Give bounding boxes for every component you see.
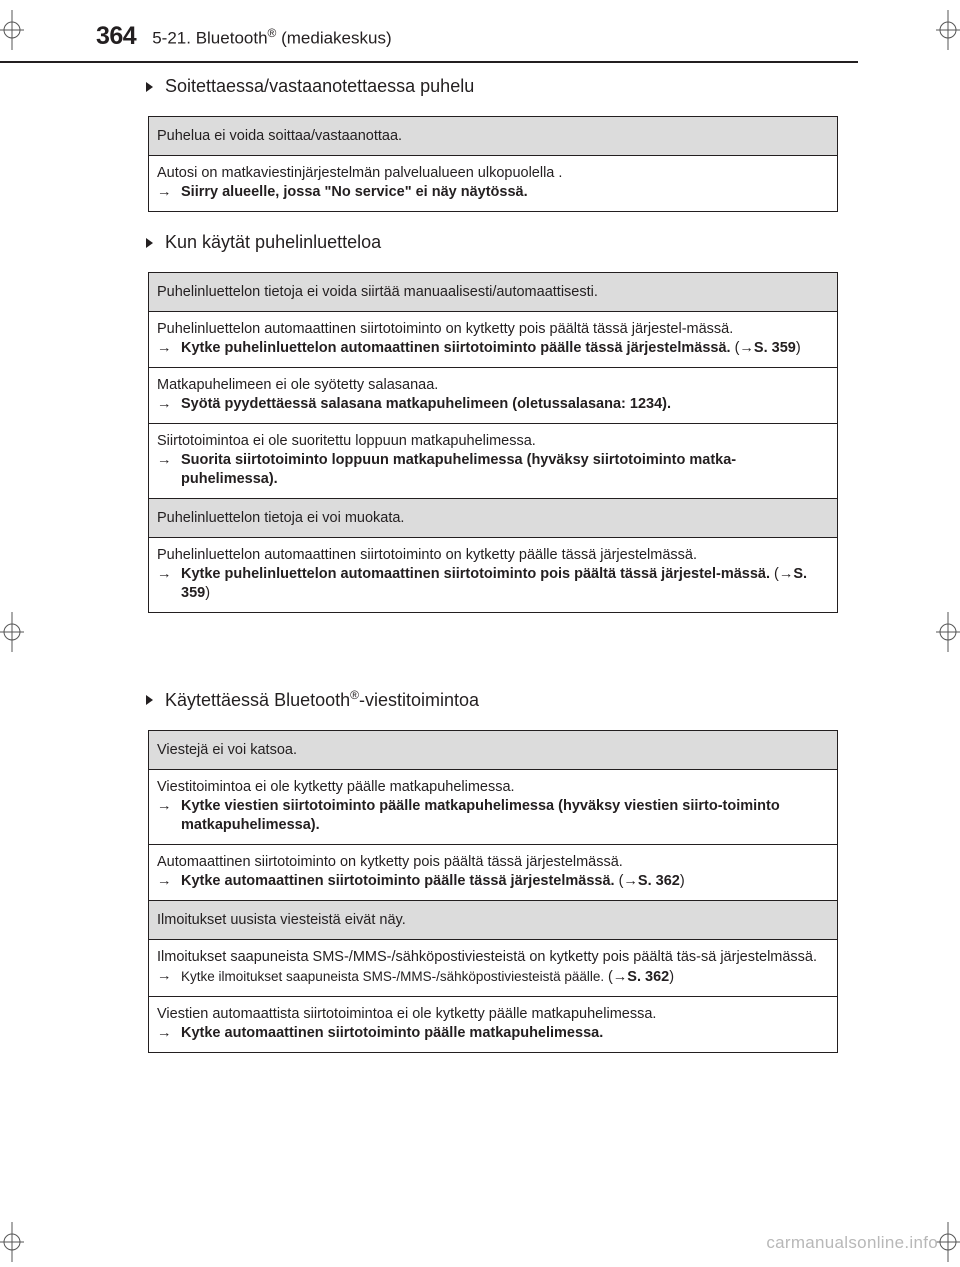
table-phonebook <box>148 272 838 613</box>
table-header-cell: Puhelinluettelon tietoja ei voi muokata. <box>149 499 838 538</box>
arrow-icon: → <box>157 873 172 889</box>
cause-text: Matkapuhelimeen ei ole syötetty salasanaa. <box>157 377 439 393</box>
cause-text: Viestitoimintoa ei ole kytketty päälle matkapuhelimessa. <box>157 779 515 795</box>
triangle-bullet-icon <box>146 695 153 705</box>
page-ref-text: S. 362 <box>637 873 680 889</box>
arrow-icon: → <box>157 396 172 412</box>
arrow-icon: → <box>157 798 172 814</box>
cause-text: Siirtotoimintoa ei ole suoritettu loppuun matkapuhelimessa. <box>157 433 536 449</box>
page-ref: (→S. 362) <box>618 873 685 889</box>
table-row <box>149 845 838 901</box>
fix-text: Kytke automaattinen siirtotoiminto päälle tässä järjestelmässä. <box>181 873 615 889</box>
section-title-calls <box>146 76 474 97</box>
page-ref-text: S. 359 <box>753 340 796 356</box>
fix-text: Kytke puhelinluettelon automaattinen siirtotoiminto pois päältä tässä järjestel-mässä. <box>181 566 770 582</box>
crop-mark-mid-right <box>922 612 960 652</box>
page-ref-text: S. 359 <box>181 566 808 601</box>
registered-mark: ® <box>267 26 277 41</box>
table-row <box>149 312 838 368</box>
section-title-phonebook <box>146 232 381 253</box>
fix-line <box>157 1024 828 1043</box>
page-ref: (→S. 359) <box>734 340 801 356</box>
arrow-icon: → <box>157 566 172 582</box>
fix-text: Suorita siirtotoiminto loppuun matkapuhelimessa (hyväksy siirtotoiminto matka-puhelimessa). <box>181 452 737 487</box>
fix-text: Kytke puhelinluettelon automaattinen siirtotoiminto päälle tässä järjestelmässä. <box>181 340 731 356</box>
arrow-icon: → <box>739 340 754 356</box>
cause-text: Ilmoitukset saapuneista SMS-/MMS-/sähköpostiviesteistä on kytketty pois päältä täs-sä järjestelmässä. <box>157 949 818 965</box>
cause-text: Viestien automaattista siirtotoimintoa ei ole kytketty päälle matkapuhelimessa. <box>157 1006 657 1022</box>
fix-line <box>157 967 828 987</box>
chapter-title <box>152 26 391 49</box>
page-header <box>96 22 392 62</box>
table-row <box>149 997 838 1053</box>
table-messages <box>148 730 838 1053</box>
crop-mark-mid-left <box>0 612 40 652</box>
table-header-cell: Puhelua ei voida soittaa/vastaanottaa. <box>149 117 838 156</box>
table-header-cell: Viestejä ei voi katsoa. <box>149 731 838 770</box>
page-ref-text: S. 362 <box>627 969 670 985</box>
arrow-icon: → <box>778 566 794 582</box>
fix-line <box>157 395 828 414</box>
section-title-part: Käytettäessä Bluetooth <box>165 690 351 710</box>
section-title-suffix: -viestitoimintoa <box>358 690 480 710</box>
table-row <box>149 770 838 845</box>
table-row <box>149 538 838 613</box>
crop-mark-top-right <box>922 10 960 50</box>
fix-text: Kytke ilmoitukset saapuneista SMS-/MMS-/sähköpostiviesteistä päälle. <box>181 969 605 984</box>
chapter-title-suffix: (mediakeskus) <box>276 29 392 48</box>
arrow-icon: → <box>157 1025 172 1041</box>
page-number: 364 <box>96 22 137 50</box>
fix-content <box>181 339 801 358</box>
fix-text: Kytke viestien siirtotoiminto päälle matkapuhelimessa (hyväksy viestien siirto-toiminto matkapuhelimessa). <box>181 798 780 833</box>
fix-line <box>157 183 828 202</box>
fix-line <box>157 797 828 835</box>
fix-content <box>181 565 828 603</box>
cause-text: Puhelinluettelon automaattinen siirtotoiminto on kytketty pois päältä tässä järjestel-mässä. <box>157 321 734 337</box>
watermark: carmanualsonline.info <box>766 1233 938 1252</box>
table-header-cell: Ilmoitukset uusista viesteistä eivät näy. <box>149 901 838 940</box>
fix-content <box>181 967 674 987</box>
fix-text: Syötä pyydettäessä salasana matkapuhelimeen (oletussalasana: 1234). <box>181 396 672 412</box>
registered-mark: ® <box>350 688 359 702</box>
section-title-text: Soitettaessa/vastaanotettaessa puhelu <box>165 76 475 96</box>
arrow-icon: → <box>612 969 628 985</box>
fix-content <box>181 872 685 891</box>
page-ref: (→S. 362) <box>607 969 675 985</box>
header-rule <box>0 61 858 63</box>
cause-text: Puhelinluettelon automaattinen siirtotoiminto on kytketty päälle tässä järjestelmässä. <box>157 547 698 563</box>
fix-line <box>157 872 828 891</box>
chapter-title-text: 5-21. Bluetooth <box>152 29 268 48</box>
table-row <box>149 368 838 424</box>
section-title-messages <box>146 688 479 711</box>
fix-text: Siirry alueelle, jossa "No service" ei näy näytössä. <box>181 184 528 200</box>
arrow-icon: → <box>623 873 638 889</box>
arrow-icon: → <box>157 184 172 200</box>
fix-text: Kytke automaattinen siirtotoiminto päälle matkapuhelimessa. <box>181 1025 604 1041</box>
table-row <box>149 424 838 499</box>
fix-line <box>157 565 828 603</box>
arrow-icon: → <box>157 968 172 984</box>
triangle-bullet-icon <box>146 238 153 248</box>
section-title-text <box>165 688 479 711</box>
section-title-text: Kun käytät puhelinluetteloa <box>165 232 382 252</box>
fix-line <box>157 339 828 358</box>
triangle-bullet-icon <box>146 82 153 92</box>
table-calls <box>148 116 838 212</box>
table-row <box>149 940 838 997</box>
arrow-icon: → <box>157 340 172 356</box>
page-ref: (→S. 359) <box>181 566 808 601</box>
crop-mark-bottom-left <box>0 1222 40 1262</box>
table-row <box>149 156 838 212</box>
cause-text: Autosi on matkaviestinjärjestelmän palvelualueen ulkopuolella . <box>157 165 563 181</box>
table-header-cell: Puhelinluettelon tietoja ei voida siirtää manuaalisesti/automaattisesti. <box>149 273 838 312</box>
arrow-icon: → <box>157 452 172 468</box>
crop-mark-top-left <box>0 10 40 50</box>
cause-text: Automaattinen siirtotoiminto on kytketty pois päältä tässä järjestelmässä. <box>157 854 623 870</box>
fix-line <box>157 451 828 489</box>
